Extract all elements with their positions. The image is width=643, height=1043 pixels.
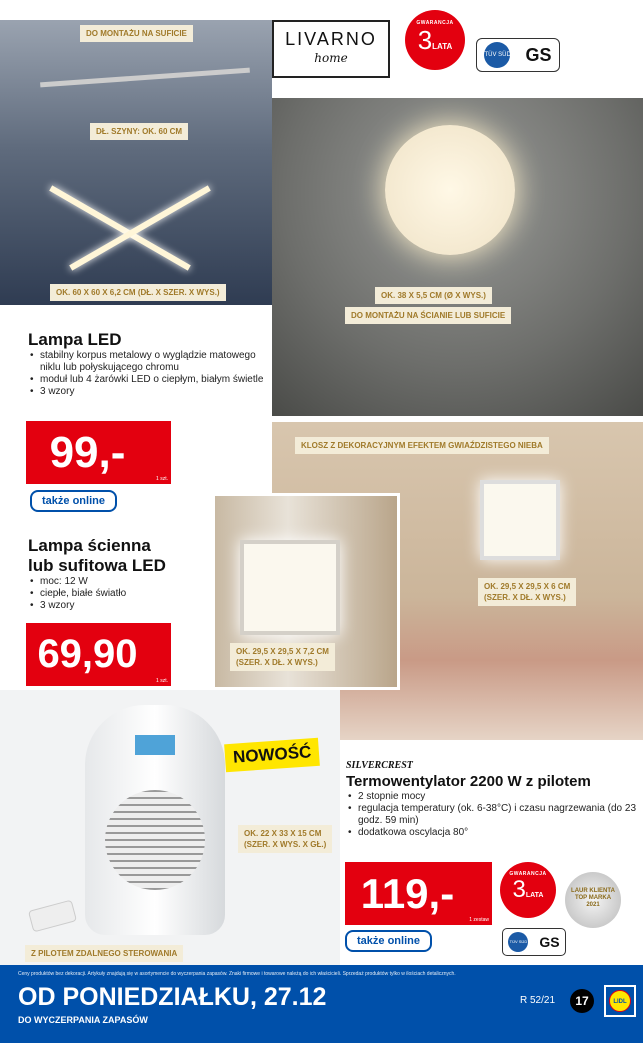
silvercrest-logo: SILVERCREST (346, 760, 413, 771)
product-heater: SILVERCREST Termowentylator 2200 W z pilotem • 2 stopnie mocy • regulacja temperatury (ok. 6-38°C) i czasu nagrzewania (do 23 godz. 59 min) • dodatkowa oscylacja 80° (346, 760, 638, 839)
price-tag: 99,- 1 szt. (26, 421, 171, 484)
promo-subline: DO WYCZERPANIA ZAPASÓW (18, 1015, 148, 1025)
price-tag: 119,- 1 zestaw (345, 862, 492, 925)
also-online-button[interactable]: także online (345, 930, 432, 952)
also-online-button[interactable]: także online (30, 490, 117, 512)
issue-number: R 52/21 (520, 995, 556, 1006)
label-large-dims: OK. 29,5 X 29,5 X 7,2 CM (SZER. X DŁ. X WYS.) (230, 643, 335, 671)
certification-marks: TÜV SÜD GS (502, 928, 566, 956)
square-lamp-large (240, 540, 340, 635)
page-number: 17 (570, 989, 594, 1013)
heater-grill (105, 790, 205, 890)
label-cross-dims: OK. 60 X 60 X 6,2 CM (DŁ. X SZER. X WYS.) (50, 284, 226, 301)
heater-display (135, 735, 175, 755)
label-small-dims: OK. 29,5 X 29,5 X 6 CM (SZER. X DŁ. X WYS.) (478, 578, 576, 606)
guarantee-badge: GWARANCJA 3LATA (405, 10, 465, 70)
round-ceiling-lamp (385, 125, 515, 255)
product-lampa-led: Lampa LED • stabilny korpus metalowy o wyglądzie matowego niklu lub połyskującego chromu • moduł lub 4 żarówki LED o ciepłym, białym świetle • 3 wzory (28, 330, 268, 398)
price-tag: 69,90 1 szt. (26, 623, 171, 686)
label-round-dims: OK. 38 X 5,5 CM (Ø X WYS.) (375, 287, 492, 304)
guarantee-ring-text: GWARANCJA (416, 19, 454, 26)
square-lamp-small (480, 480, 560, 560)
label-remote: Z PILOTEM ZDALNEGO STEROWANIA (25, 945, 183, 962)
guarantee-ring-text: GWARANCJA (509, 871, 547, 877)
label-heater-dims: OK. 22 X 33 X 15 CM (SZER. X WYS. X GŁ.) (238, 825, 332, 853)
promo-headline: OD PONIEDZIAŁKU, 27.12 (18, 983, 327, 1011)
livarno-logo: LIVARNO home (272, 20, 390, 78)
lidl-logo: LIDL (604, 985, 636, 1017)
new-badge: NOWOŚĆ (224, 738, 320, 773)
certification-marks: TÜV SÜD GS (476, 38, 560, 72)
guarantee-badge: GWARANCJA 3LATA (500, 862, 556, 918)
label-starry: KLOSZ Z DEKORACYJNYM EFEKTEM GWIAŹDZISTEGO NIEBA (295, 437, 549, 454)
product-lampa-scienna: Lampa ścienna lub sufitowa LED • moc: 12 W • ciepłe, białe światło • 3 wzory (28, 536, 208, 612)
top-marka-award: LAUR KLIENTA TOP MARKA 2021 (565, 872, 621, 928)
label-ceiling-mount: DO MONTAŻU NA SUFICIE (80, 25, 193, 42)
ceiling-spot-lamp-photo (0, 20, 272, 305)
label-rail-length: DŁ. SZYNY: OK. 60 CM (90, 123, 188, 140)
footer (0, 965, 643, 1043)
label-wall-ceiling: DO MONTAŻU NA ŚCIANIE LUB SUFICIE (345, 307, 511, 324)
disclaimer: Ceny produktów bez dekoracji. Artykuły znajdują się w asortymencie do wyczerpania zapasów. Znaki firmowe i towarowe należą do ich właścicieli. Sprzedaż produktów tylko w ilościach detalicznych. (18, 971, 456, 977)
